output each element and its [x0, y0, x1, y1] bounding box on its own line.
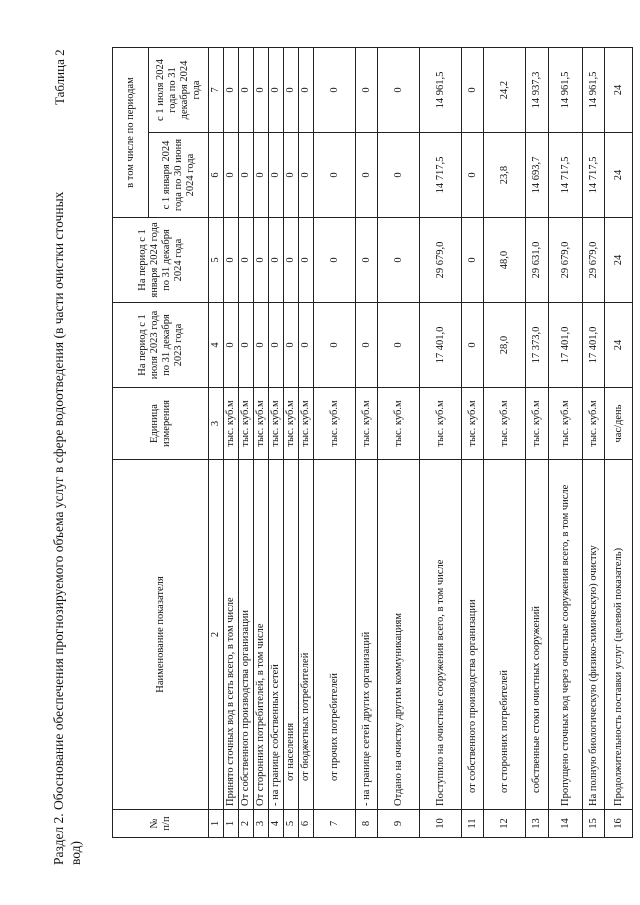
value-2024: 0: [224, 218, 239, 303]
col-num: 7: [209, 48, 224, 133]
row-number: 1: [224, 810, 239, 838]
col-num: 6: [209, 133, 224, 218]
value-h1-2024: 0: [239, 133, 254, 218]
row-number: 3: [254, 810, 269, 838]
row-number: 8: [356, 810, 378, 838]
value-h1-2024: 0: [462, 133, 484, 218]
value-h2-2024: 0: [462, 48, 484, 133]
row-number: 2: [239, 810, 254, 838]
value-2023: 17 373,0: [526, 303, 549, 388]
value-h2-2024: 0: [378, 48, 420, 133]
row-unit: тыс. куб.м: [462, 388, 484, 460]
row-unit: тыс. куб.м: [284, 388, 299, 460]
value-h1-2024: 23,8: [484, 133, 526, 218]
table-label: Таблица 2: [52, 49, 67, 105]
value-h1-2024: 14 717,5: [420, 133, 462, 218]
value-h1-2024: 0: [224, 133, 239, 218]
value-2023: 0: [356, 303, 378, 388]
header-h1-2024: с 1 января 2024 года по 30 июня 2024 года: [149, 133, 209, 218]
row-number: 10: [420, 810, 462, 838]
table-row: [484, 48, 526, 838]
row-unit: тыс. куб.м: [314, 388, 356, 460]
table-row: [356, 48, 378, 838]
value-2024: 0: [299, 218, 314, 303]
value-h1-2024: 0: [284, 133, 299, 218]
row-unit: тыс. куб.м: [356, 388, 378, 460]
col-num: 1: [209, 810, 224, 838]
table-row: [299, 48, 314, 838]
header-period-2024: На период с 1 января 2024 года по 31 декабря 2024 года: [113, 218, 209, 303]
row-indicator-name: от населения: [284, 460, 299, 810]
value-2023: 28,0: [484, 303, 526, 388]
forecast-table: [112, 47, 633, 838]
row-number: 7: [314, 810, 356, 838]
col-num: 3: [209, 388, 224, 460]
table-row: [224, 48, 239, 838]
row-number: 16: [605, 810, 633, 838]
row-number: 14: [549, 810, 583, 838]
value-2023: 24: [605, 303, 633, 388]
table-row: [269, 48, 284, 838]
row-number: 9: [378, 810, 420, 838]
row-unit: тыс. куб.м: [549, 388, 583, 460]
row-indicator-name: Принято сточных вод в сеть всего, в том числе: [224, 460, 239, 810]
row-unit: тыс. куб.м: [420, 388, 462, 460]
row-number: 12: [484, 810, 526, 838]
value-2023: 17 401,0: [549, 303, 583, 388]
row-unit: тыс. куб.м: [299, 388, 314, 460]
header-name: Наименование показателя: [113, 460, 209, 810]
table-row: [583, 48, 605, 838]
value-h2-2024: 0: [239, 48, 254, 133]
header-h2-2024: с 1 июля 2024 года по 31 декабря 2024 года: [149, 48, 209, 133]
row-unit: час/день: [605, 388, 633, 460]
value-2024: 0: [284, 218, 299, 303]
row-unit: тыс. куб.м: [269, 388, 284, 460]
row-indicator-name: от собственного производства организации: [462, 460, 484, 810]
value-2023: 0: [462, 303, 484, 388]
row-indicator-name: От собственного производства организации: [239, 460, 254, 810]
value-2024: 0: [314, 218, 356, 303]
column-number-row: [209, 48, 224, 838]
row-indicator-name: - на границе сетей других организаций: [356, 460, 378, 810]
value-h2-2024: 0: [224, 48, 239, 133]
value-2024: 29 631,0: [526, 218, 549, 303]
row-indicator-name: от прочих потребителей: [314, 460, 356, 810]
value-2024: 0: [356, 218, 378, 303]
value-2024: 24: [605, 218, 633, 303]
row-number: 13: [526, 810, 549, 838]
value-2023: 0: [299, 303, 314, 388]
table-row: [239, 48, 254, 838]
row-unit: тыс. куб.м: [254, 388, 269, 460]
value-h2-2024: 24: [605, 48, 633, 133]
value-h1-2024: 14 717,5: [549, 133, 583, 218]
row-number: 5: [284, 810, 299, 838]
row-indicator-name: - на границе собственных сетей: [269, 460, 284, 810]
value-h1-2024: 0: [356, 133, 378, 218]
row-indicator-name: На полную биологическую (физико-химическую) очистку: [583, 460, 605, 810]
row-number: 4: [269, 810, 284, 838]
value-h2-2024: 24,2: [484, 48, 526, 133]
value-2024: 48,0: [484, 218, 526, 303]
value-h1-2024: 0: [254, 133, 269, 218]
row-indicator-name: Отдано на очистку другим коммуникациям: [378, 460, 420, 810]
value-h2-2024: 14 961,5: [420, 48, 462, 133]
value-h2-2024: 0: [299, 48, 314, 133]
header-period-2023: На период с 1 июля 2023 года по 31 декабря 2023 года: [113, 303, 209, 388]
row-number: 15: [583, 810, 605, 838]
header-num: № п/п: [113, 810, 209, 838]
value-h1-2024: 0: [299, 133, 314, 218]
value-h2-2024: 0: [269, 48, 284, 133]
table-row: [378, 48, 420, 838]
value-2024: 0: [269, 218, 284, 303]
value-h2-2024: 0: [284, 48, 299, 133]
section-title: Раздел 2. Обоснование обеспечения прогнозируемого объема услуг в сфере водоотведения (в части очистки сточных вод): [51, 191, 83, 865]
value-2023: 0: [378, 303, 420, 388]
value-h2-2024: 14 961,5: [549, 48, 583, 133]
value-h1-2024: 0: [314, 133, 356, 218]
row-unit: тыс. куб.м: [239, 388, 254, 460]
col-num: 5: [209, 218, 224, 303]
value-2024: 29 679,0: [549, 218, 583, 303]
table-row: [549, 48, 583, 838]
header-unit: Единица измерения: [113, 388, 209, 460]
value-2024: 0: [462, 218, 484, 303]
row-indicator-name: собственные стоки очистных сооружений: [526, 460, 549, 810]
value-2023: 0: [224, 303, 239, 388]
table-row: [420, 48, 462, 838]
row-indicator-name: Продолжительность поставки услуг (целевой показатель): [605, 460, 633, 810]
col-num: 2: [209, 460, 224, 810]
row-indicator-name: От сторонних потребителей, в том числе: [254, 460, 269, 810]
value-h1-2024: 24: [605, 133, 633, 218]
value-h1-2024: 14 717,5: [583, 133, 605, 218]
row-unit: тыс. куб.м: [526, 388, 549, 460]
value-h2-2024: 0: [314, 48, 356, 133]
value-h1-2024: 0: [378, 133, 420, 218]
table-row: [284, 48, 299, 838]
row-number: 6: [299, 810, 314, 838]
value-h2-2024: 14 937,3: [526, 48, 549, 133]
row-indicator-name: от бюджетных потребителей: [299, 460, 314, 810]
value-h1-2024: 14 693,7: [526, 133, 549, 218]
value-2023: 0: [254, 303, 269, 388]
row-indicator-name: Поступило на очистные сооружения всего, в том числе: [420, 460, 462, 810]
value-2024: 0: [239, 218, 254, 303]
value-2024: 29 679,0: [420, 218, 462, 303]
row-unit: тыс. куб.м: [224, 388, 239, 460]
value-2023: 0: [314, 303, 356, 388]
row-indicator-name: Пропущено сточных вод через очистные сооружения всего, в том числе: [549, 460, 583, 810]
header-including: в том числе по периодам: [113, 48, 149, 218]
table-row: [314, 48, 356, 838]
value-2023: 0: [284, 303, 299, 388]
value-2023: 0: [239, 303, 254, 388]
table-row: [526, 48, 549, 838]
table-row: [605, 48, 633, 838]
value-2023: 17 401,0: [420, 303, 462, 388]
value-h2-2024: 0: [254, 48, 269, 133]
row-unit: тыс. куб.м: [484, 388, 526, 460]
value-h2-2024: 14 961,5: [583, 48, 605, 133]
row-unit: тыс. куб.м: [583, 388, 605, 460]
value-2024: 29 679,0: [583, 218, 605, 303]
value-2024: 0: [378, 218, 420, 303]
table-row: [462, 48, 484, 838]
value-h2-2024: 0: [356, 48, 378, 133]
value-2023: 0: [269, 303, 284, 388]
row-unit: тыс. куб.м: [378, 388, 420, 460]
value-2023: 17 401,0: [583, 303, 605, 388]
row-number: 11: [462, 810, 484, 838]
value-2024: 0: [254, 218, 269, 303]
table-row: [254, 48, 269, 838]
row-indicator-name: от сторонних потребителей: [484, 460, 526, 810]
col-num: 4: [209, 303, 224, 388]
value-h1-2024: 0: [269, 133, 284, 218]
